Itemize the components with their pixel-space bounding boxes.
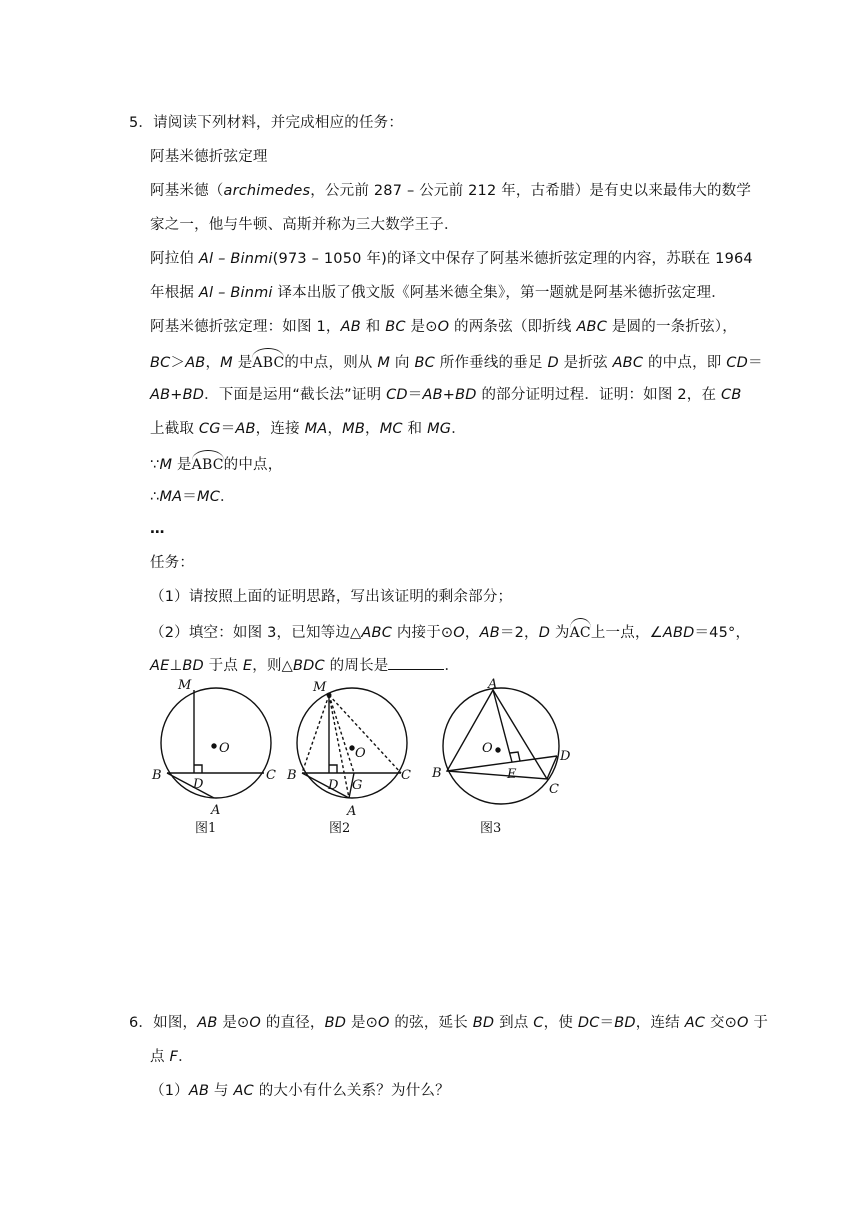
fig3-label-b: B (432, 766, 442, 781)
fig3-label-e: E (507, 767, 517, 782)
fig1-chord-ba (167, 773, 214, 798)
q5-task-2-line-2: AE⊥BD 于点 E，则△BDC 的周长是 ． (150, 655, 459, 676)
fig3-label-a: A (488, 677, 498, 692)
fig1-label-d: D (193, 777, 204, 792)
q6-line-1: 6．如图，AB 是⊙O 的直径，BD 是⊙O 的弦，延长 BD 到点 C，使 DC＝BD，连结 AC 交⊙O 于 (129, 1015, 769, 1031)
q5-theorem-line-1: 阿基米德折弦定理：如图 1，AB 和 BC 是⊙O 的两条弦（即折线 ABC 是圆的一条折弦）， (150, 319, 737, 335)
q5-task-1: （1）请按照上面的证明思路，写出该证明的剩余部分； (150, 589, 513, 605)
fig1-circle (161, 688, 271, 798)
fig1-label-a: A (211, 803, 221, 818)
q5-proof-step-2: ∴MA＝MC． (150, 489, 235, 505)
fig3-caption: 图3 (480, 821, 502, 836)
q5-task-label: 任务： (150, 555, 195, 571)
fig2-right-angle (329, 765, 337, 773)
fig2-dashed-mb (302, 695, 329, 773)
q5-proof-step-1: ∵M 是ABC的中点， (150, 453, 282, 475)
fig2-center-dot (350, 746, 354, 750)
fig1-label-m: M (178, 678, 192, 693)
fig1-label-c: C (266, 768, 276, 783)
fig3-center-dot (496, 748, 500, 752)
q6-line-2: 点 F． (150, 1049, 193, 1065)
fig1-label-o: O (219, 741, 230, 756)
q5-ellipsis: … (150, 521, 165, 537)
q6-number: 6． (129, 1015, 154, 1031)
q5-number: 5． (129, 115, 154, 131)
q5-paragraph-2-cont: 年根据 Al – Binmi 译本出版了俄文版《阿基米德全集》，第一题就是阿基米德折弦定理． (150, 285, 726, 301)
fig3-label-o: O (482, 741, 493, 756)
fig2-label-g: G (352, 778, 363, 793)
fig1-label-b: B (152, 768, 162, 783)
q5-paragraph-1-cont: 家之一，他与牛顿、高斯并称为三大数学王子． (150, 217, 459, 233)
q5-theorem-line-3: AB+BD．下面是运用“截长法”证明 CD＝AB+BD 的部分证明过程．证明：如图 2，在 CB (150, 387, 742, 403)
fig3-label-c: C (549, 782, 559, 797)
fig2-dashed-mc (329, 695, 401, 773)
q5-task-2-line-1: （2）填空：如图 3，已知等边△ABC 内接于⊙O，AB＝2，D 为AC上一点，∠ABD＝45°， (150, 621, 750, 643)
fig2-label-a: A (347, 804, 357, 819)
arc-ac: AC (570, 621, 591, 643)
arc-abc: ABC (252, 351, 284, 373)
fig2-caption: 图2 (329, 821, 351, 836)
fig1-caption: 图1 (195, 821, 217, 836)
q5-theorem-line-2: BC＞AB，M 是ABC的中点，则从 M 向 BC 所作垂线的垂足 D 是折弦 ABC 的中点，即 CD＝ (150, 351, 763, 373)
figure-1 (161, 688, 271, 798)
arc-abc: ABC (192, 453, 224, 475)
fig2-label-d: D (328, 778, 339, 793)
q5-paragraph-2: 阿拉伯 Al – Binmi(973 – 1050 年)的译文中保存了阿基米德折弦定理的内容，苏联在 1964 (150, 251, 753, 267)
fig2-label-m: M (313, 680, 327, 695)
fig2-label-c: C (401, 768, 411, 783)
fig1-right-angle (194, 765, 202, 773)
fig2-label-o: O (355, 746, 366, 761)
fig2-chord-ba (302, 773, 349, 798)
q5-paragraph-1: 阿基米德（archimedes，公元前 287 – 公元前 212 年，古希腊）是有史以来最伟大的数学 (150, 183, 752, 199)
fig2-label-b: B (287, 768, 297, 783)
figure-3 (443, 688, 559, 804)
q6-subquestion-1: （1）AB 与 AC 的大小有什么关系？为什么？ (150, 1083, 450, 1099)
fig3-label-d: D (560, 749, 571, 764)
q5-theorem-line-4: 上截取 CG＝AB，连接 MA，MB，MC 和 MG． (150, 421, 466, 437)
fig2-m-dot (327, 693, 331, 697)
q5-intro: 5．请阅读下列材料，并完成相应的任务： (129, 115, 404, 131)
fig1-center-dot (212, 744, 216, 748)
q5-section-title: 阿基米德折弦定理 (150, 149, 268, 165)
